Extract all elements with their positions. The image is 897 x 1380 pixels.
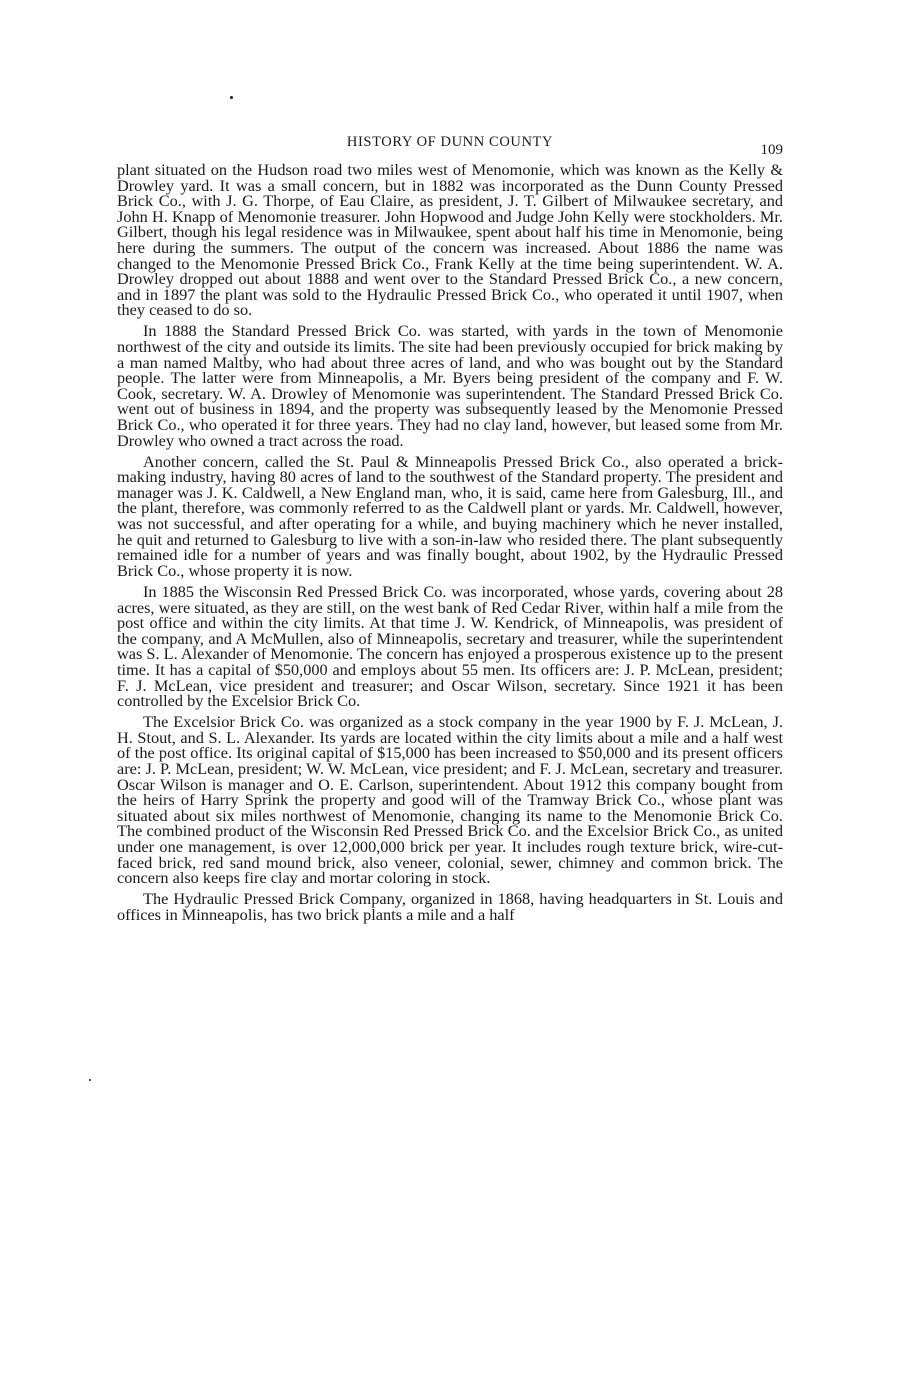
paragraph-kelly-drowley-yard: plant situated on the Hudson road two miles west of Menomonie, which was known as the Kelly & Drowley yard. It was a small concern, but in 1882 was incorporated as the Dunn County Pressed Brick Co., with J. G. Thorpe, of Eau Claire, as president, J. T. Gilbert of Milwaukee secretary, and John H. Knapp of Menomonie treasurer. John Hopwood and Judge John Kelly were stockholders. Mr. Gilbert, though his legal residence was in Milwaukee, spent about half his time in Menomonie, being here during the summers. The output of the concern was increased. About 1886 the name was changed to the Menomonie Pressed Brick Co., Frank Kelly at the time being superintendent. W. A. Drowley dropped out about 1888 and went over to the Standard Pressed Brick Co., a new concern, and in 1897 the plant was sold to the Hydraulic Pressed Brick Co., who operated it until 1907, when they ceased to do so. bbox=[117, 160, 783, 320]
page-header bbox=[117, 134, 783, 158]
ink-speck bbox=[230, 96, 233, 99]
running-head: HISTORY OF DUNN COUNTY bbox=[346, 134, 554, 150]
paragraph-wisconsin-red-pressed-brick: In 1885 the Wisconsin Red Pressed Brick Co. was incorporated, whose yards, covering about 28 acres, were situated, as they are still, on the west bank of Red Cedar River, within half a mile from the post office and within the city limits. At that time J. W. Kendrick, of Minneapolis, was president of the company, and A McMullen, also of Minneapolis, secretary and treasurer, while the superintendent was S. L. Alexander of Menomonie. The concern has enjoyed a prosperous existence up to the present time. It has a capital of $50,000 and employs about 55 men. Its officers are: J. P. McLean, president; F. J. McLean, vice president and treasurer; and Oscar Wilson, secretary. Since 1921 it has been controlled by the Excelsior Brick Co. bbox=[117, 581, 783, 711]
paragraph-excelsior-brick: The Excelsior Brick Co. was organized as a stock company in the year 1900 by F. J. McLean, J. H. Stout, and S. L. Alexander. Its yards are located within the city limits about a mile and a half west of the post office. Its original capital of $15,000 has been increased to $50,000 and its present officers are: J. P. McLean, president; W. W. McLean, vice president; and F. J. McLean, secretary and treasurer. Oscar Wilson is manager and O. E. Carlson, superintendent. About 1912 this company bought from the heirs of Harry Sprink the property and good will of the Tramway Brick Co., whose plant was situated about six miles northwest of Menomonie, changing its name to the Menomonie Brick Co. The combined product of the Wisconsin Red Pressed Brick Co. and the Excelsior Brick Co., as united under one management, is over 12,000,000 brick per year. It includes rough texture brick, wire-cut-faced brick, red sand mound brick, also veneer, colonial, sewer, chimney and common brick. The concern also keeps fire clay and mortar coloring in stock. bbox=[117, 712, 783, 888]
paragraph-hydraulic-pressed-brick: The Hydraulic Pressed Brick Company, organized in 1868, having headquarters in St. Louis and offices in Minneapolis, has two brick plants a mile and a half bbox=[117, 889, 783, 924]
body-text bbox=[117, 162, 783, 928]
paragraph-standard-pressed-brick: In 1888 the Standard Pressed Brick Co. was started, with yards in the town of Menomonie northwest of the city and outside its limits. The site had been previously occupied for brick making by a man named Maltby, who had about three acres of land, and who was bought out by the Standard people. The latter were from Minneapolis, a Mr. Byers being president of the company and F. W. Cook, secretary. W. A. Drowley of Menomonie was superintendent. The Standard Pressed Brick Co. went out of business in 1894, and the property was subsequently leased by the Menomonie Pressed Brick Co., who operated it for three years. They had no clay land, however, but leased some from Mr. Drowley who owned a tract across the road. bbox=[117, 321, 783, 450]
paragraph-st-paul-minneapolis-brick: Another concern, called the St. Paul & Minneapolis Pressed Brick Co., also operated a brick-making industry, having 80 acres of land to the southwest of the Standard property. The president and manager was J. K. Caldwell, a New England man, who, it is said, came here from Galesburg, Ill., and the plant, therefore, was commonly referred to as the Caldwell plant or yards. Mr. Caldwell, however, was not successful, and after operating for a while, and buying machinery which he never installed, he quit and returned to Galesburg to live with a son-in-law who resided there. The plant subsequently remained idle for a number of years and was finally bought, about 1902, by the Hydraulic Pressed Brick Co., whose property it is now. bbox=[117, 451, 783, 580]
ink-speck bbox=[89, 1079, 91, 1081]
page-number: 109 bbox=[760, 142, 783, 158]
